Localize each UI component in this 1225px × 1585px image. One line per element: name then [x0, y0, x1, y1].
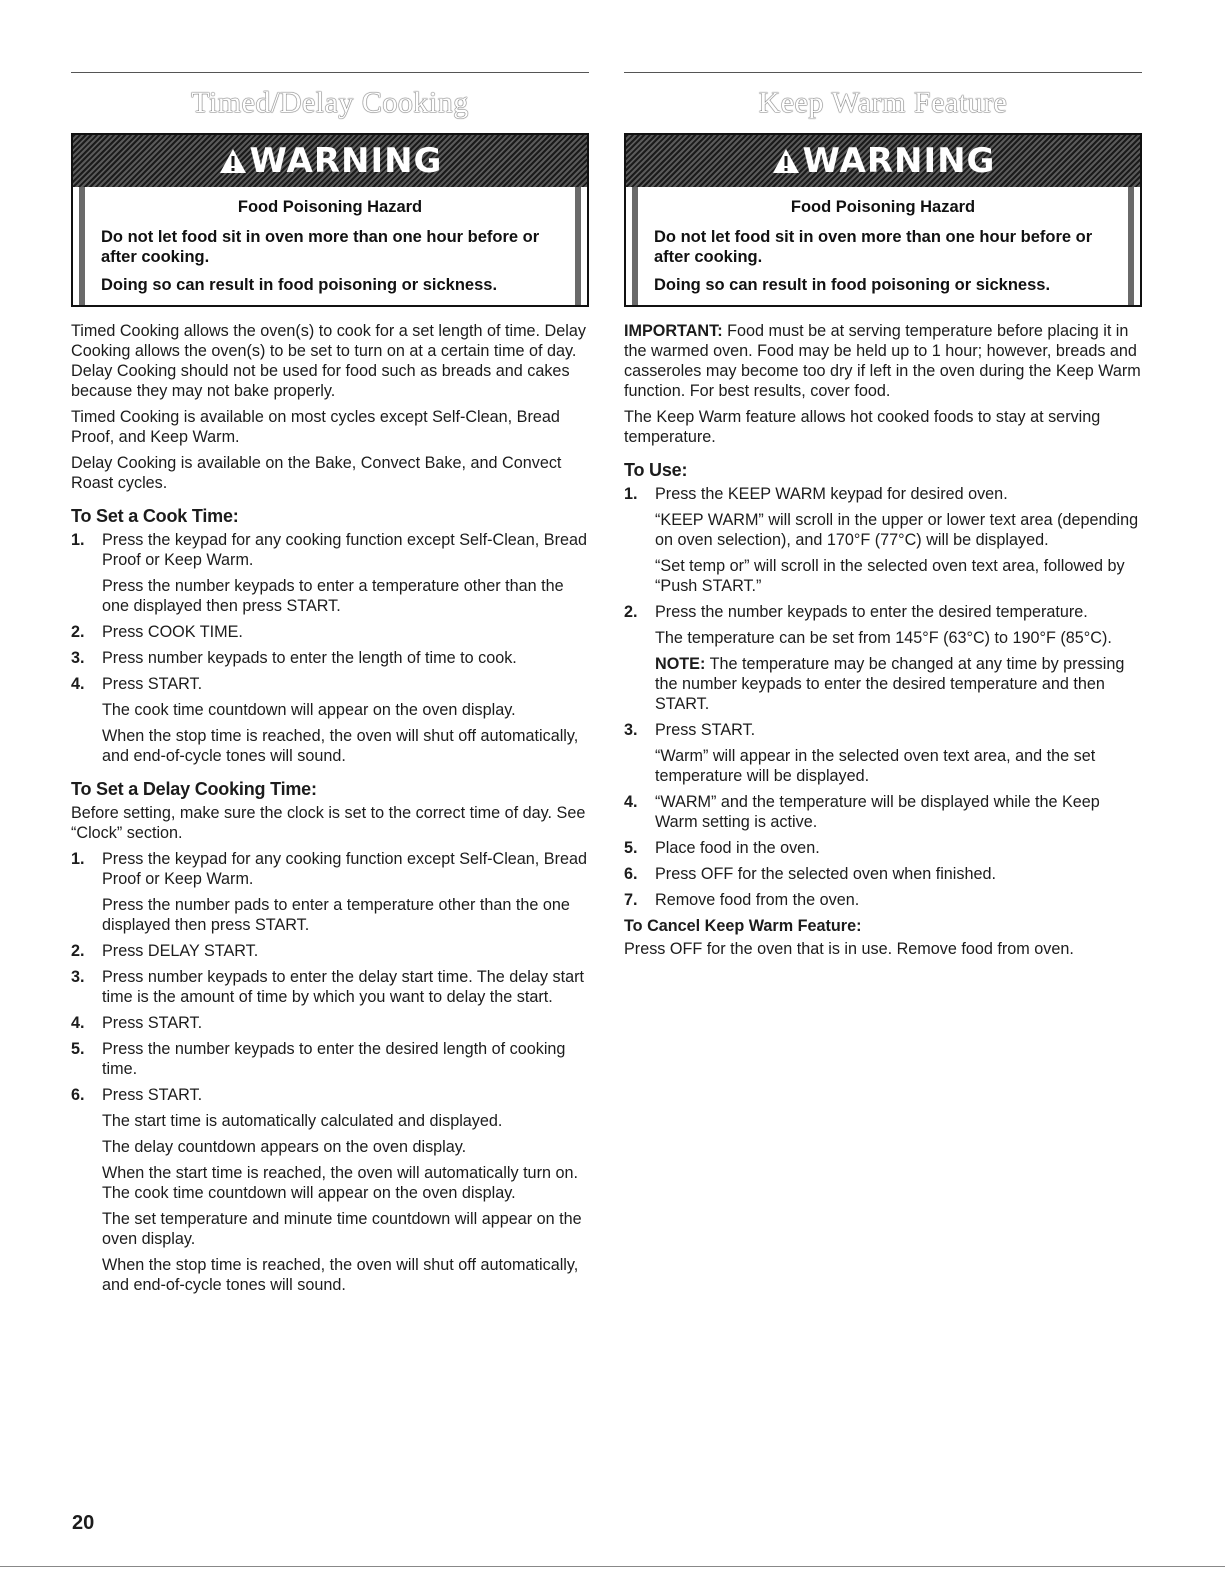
- right-column: [624, 72, 1142, 965]
- keep-warm-steps: [624, 484, 1142, 910]
- section-title: Timed/Delay Cooking: [191, 86, 469, 119]
- paragraph: Timed Cooking allows the oven(s) to cook for a set length of time. Delay Cooking allows the oven(s) to be set to turn on at a certain time of day. Delay Cooking should not be used for food such as breads and cakes because they may not bake properly.: [71, 322, 586, 400]
- list-item: [624, 484, 1142, 596]
- list-item: [71, 941, 589, 961]
- note-text: The temperature may be changed at any time by pressing the number keypads to enter the desired temperature and then START.: [655, 655, 1125, 713]
- section-rule: [624, 72, 1142, 73]
- step-detail: When the stop time is reached, the oven will shut off automatically, and end-of-cycle tones will sound.: [102, 727, 579, 765]
- list-item: [624, 890, 1142, 910]
- bottom-rule: [0, 1566, 1225, 1567]
- note-paragraph: [655, 654, 1142, 714]
- note-label: NOTE:: [655, 655, 706, 673]
- step-detail: The start time is automatically calculated and displayed.: [102, 1112, 503, 1130]
- list-item: [71, 849, 589, 935]
- step-number: 1.: [71, 850, 85, 868]
- section-rule: [71, 72, 589, 73]
- step-number: 4.: [71, 675, 85, 693]
- step-number: 4.: [624, 793, 638, 811]
- step-text: “WARM” and the temperature will be displayed while the Keep Warm setting is active.: [655, 793, 1100, 831]
- subheading: To Use:: [624, 460, 688, 480]
- step-text: Press OFF for the selected oven when finished.: [655, 865, 997, 883]
- hazard-title: Food Poisoning Hazard: [237, 198, 423, 216]
- warning-header: [626, 135, 1140, 187]
- step-text: Press the keypad for any cooking function except Self-Clean, Bread Proof or Keep Warm.: [102, 531, 588, 569]
- step-detail: The temperature can be set from 145°F (63°C) to 190°F (85°C).: [655, 629, 1112, 647]
- list-item: [624, 864, 1142, 884]
- cook-time-steps: [71, 530, 589, 766]
- step-number: 6.: [624, 865, 638, 883]
- important-label: IMPORTANT:: [624, 322, 723, 340]
- step-detail: When the start time is reached, the oven will automatically turn on. The cook time countdown will appear on the oven display.: [102, 1164, 578, 1202]
- list-item: [71, 1013, 589, 1033]
- step-detail: Press the number pads to enter a temperature other than the one displayed then press START.: [102, 896, 570, 934]
- warning-body: [626, 187, 1140, 305]
- list-item: [624, 838, 1142, 858]
- step-number: 4.: [71, 1014, 85, 1032]
- step-number: 3.: [71, 968, 85, 986]
- step-detail: “Set temp or” will scroll in the selected oven text area, followed by “Push START.”: [655, 557, 1125, 595]
- hazard-title: Food Poisoning Hazard: [790, 198, 976, 216]
- step-text: Press number keypads to enter the delay start time. The delay start time is the amount of time by which you want to delay the start.: [102, 968, 584, 1006]
- step-detail: When the stop time is reached, the oven will shut off automatically, and end-of-cycle tones will sound.: [102, 1256, 579, 1294]
- list-item: [71, 648, 589, 668]
- section-title: Keep Warm Feature: [758, 86, 1008, 119]
- step-detail: The delay countdown appears on the oven display.: [102, 1138, 467, 1156]
- list-item: [71, 674, 589, 766]
- list-item: [71, 530, 589, 616]
- step-number: 5.: [624, 839, 638, 857]
- step-detail: “Warm” will appear in the selected oven text area, and the set temperature will be displayed.: [655, 747, 1096, 785]
- step-number: 5.: [71, 1040, 85, 1058]
- warning-line: Doing so can result in food poisoning or sickness.: [654, 276, 1051, 294]
- left-body: [71, 321, 589, 1295]
- warning-line: Do not let food sit in oven more than one hour before or after cooking.: [101, 228, 540, 266]
- warning-box: [624, 133, 1142, 307]
- step-number: 1.: [71, 531, 85, 549]
- important-text: Food must be at serving temperature before placing it in the warmed oven. Food may be held up to 1 hour; however, breads and casseroles may become too dry if left in the oven during the Keep Warm function. For best results, cover food.: [624, 322, 1141, 400]
- warning-header: [73, 135, 587, 187]
- step-text: Press number keypads to enter the length of time to cook.: [102, 649, 517, 667]
- step-text: Press START.: [102, 1014, 203, 1032]
- list-item: [71, 1085, 589, 1295]
- step-number: 2.: [624, 603, 638, 621]
- step-number: 2.: [71, 942, 85, 960]
- list-item: [71, 622, 589, 642]
- step-text: Remove food from the oven.: [655, 891, 860, 909]
- paragraph: Timed Cooking is available on most cycles except Self-Clean, Bread Proof, and Keep Warm.: [71, 408, 560, 446]
- warning-line: Doing so can result in food poisoning or sickness.: [101, 276, 498, 294]
- step-text: Press START.: [102, 1086, 203, 1104]
- step-text: Press the number keypads to enter the desired length of cooking time.: [102, 1040, 566, 1078]
- step-text: Press COOK TIME.: [102, 623, 243, 641]
- left-column: [71, 72, 589, 1301]
- list-item: [71, 1039, 589, 1079]
- step-number: 1.: [624, 485, 638, 503]
- warning-triangle-icon: [218, 147, 248, 175]
- warning-line: Do not let food sit in oven more than one hour before or after cooking.: [654, 228, 1093, 266]
- paragraph: The Keep Warm feature allows hot cooked foods to stay at serving temperature.: [624, 408, 1101, 446]
- warning-signal-word: WARNING: [802, 141, 996, 181]
- step-number: 7.: [624, 891, 638, 909]
- step-text: Press the keypad for any cooking function except Self-Clean, Bread Proof or Keep Warm.: [102, 850, 588, 888]
- step-text: Press the number keypads to enter the desired temperature.: [655, 603, 1088, 621]
- paragraph: Press OFF for the oven that is in use. Remove food from oven.: [624, 940, 1074, 958]
- subheading: To Cancel Keep Warm Feature:: [624, 917, 862, 935]
- step-text: Press START.: [102, 675, 203, 693]
- step-detail: The cook time countdown will appear on the oven display.: [102, 701, 516, 719]
- paragraph: Delay Cooking is available on the Bake, Convect Bake, and Convect Roast cycles.: [71, 454, 562, 492]
- warning-body: [73, 187, 587, 305]
- list-item: [71, 967, 589, 1007]
- step-detail: Press the number keypads to enter a temperature other than the one displayed then press START.: [102, 577, 564, 615]
- list-item: [624, 720, 1142, 786]
- step-number: 3.: [624, 721, 638, 739]
- page-number: 20: [72, 1512, 95, 1534]
- list-item: [624, 602, 1142, 714]
- warning-signal-word: WARNING: [249, 141, 443, 181]
- step-text: Place food in the oven.: [655, 839, 820, 857]
- step-number: 3.: [71, 649, 85, 667]
- step-text: Press DELAY START.: [102, 942, 259, 960]
- right-body: [624, 321, 1142, 959]
- step-text: Press the KEEP WARM keypad for desired oven.: [655, 485, 1008, 503]
- list-item: [624, 792, 1142, 832]
- step-detail: The set temperature and minute time countdown will appear on the oven display.: [102, 1210, 582, 1248]
- delay-steps: [71, 849, 589, 1295]
- step-number: 2.: [71, 623, 85, 641]
- warning-box: [71, 133, 589, 307]
- paragraph: Before setting, make sure the clock is set to the correct time of day. See “Clock” section.: [71, 804, 586, 842]
- important-paragraph: [624, 321, 1142, 401]
- step-text: Press START.: [655, 721, 756, 739]
- step-number: 6.: [71, 1086, 85, 1104]
- subheading: To Set a Cook Time:: [71, 506, 239, 526]
- warning-triangle-icon: [771, 147, 801, 175]
- step-detail: “KEEP WARM” will scroll in the upper or lower text area (depending on oven selection), and 170°F (77°C) will be displayed.: [655, 511, 1139, 549]
- subheading: To Set a Delay Cooking Time:: [71, 779, 317, 799]
